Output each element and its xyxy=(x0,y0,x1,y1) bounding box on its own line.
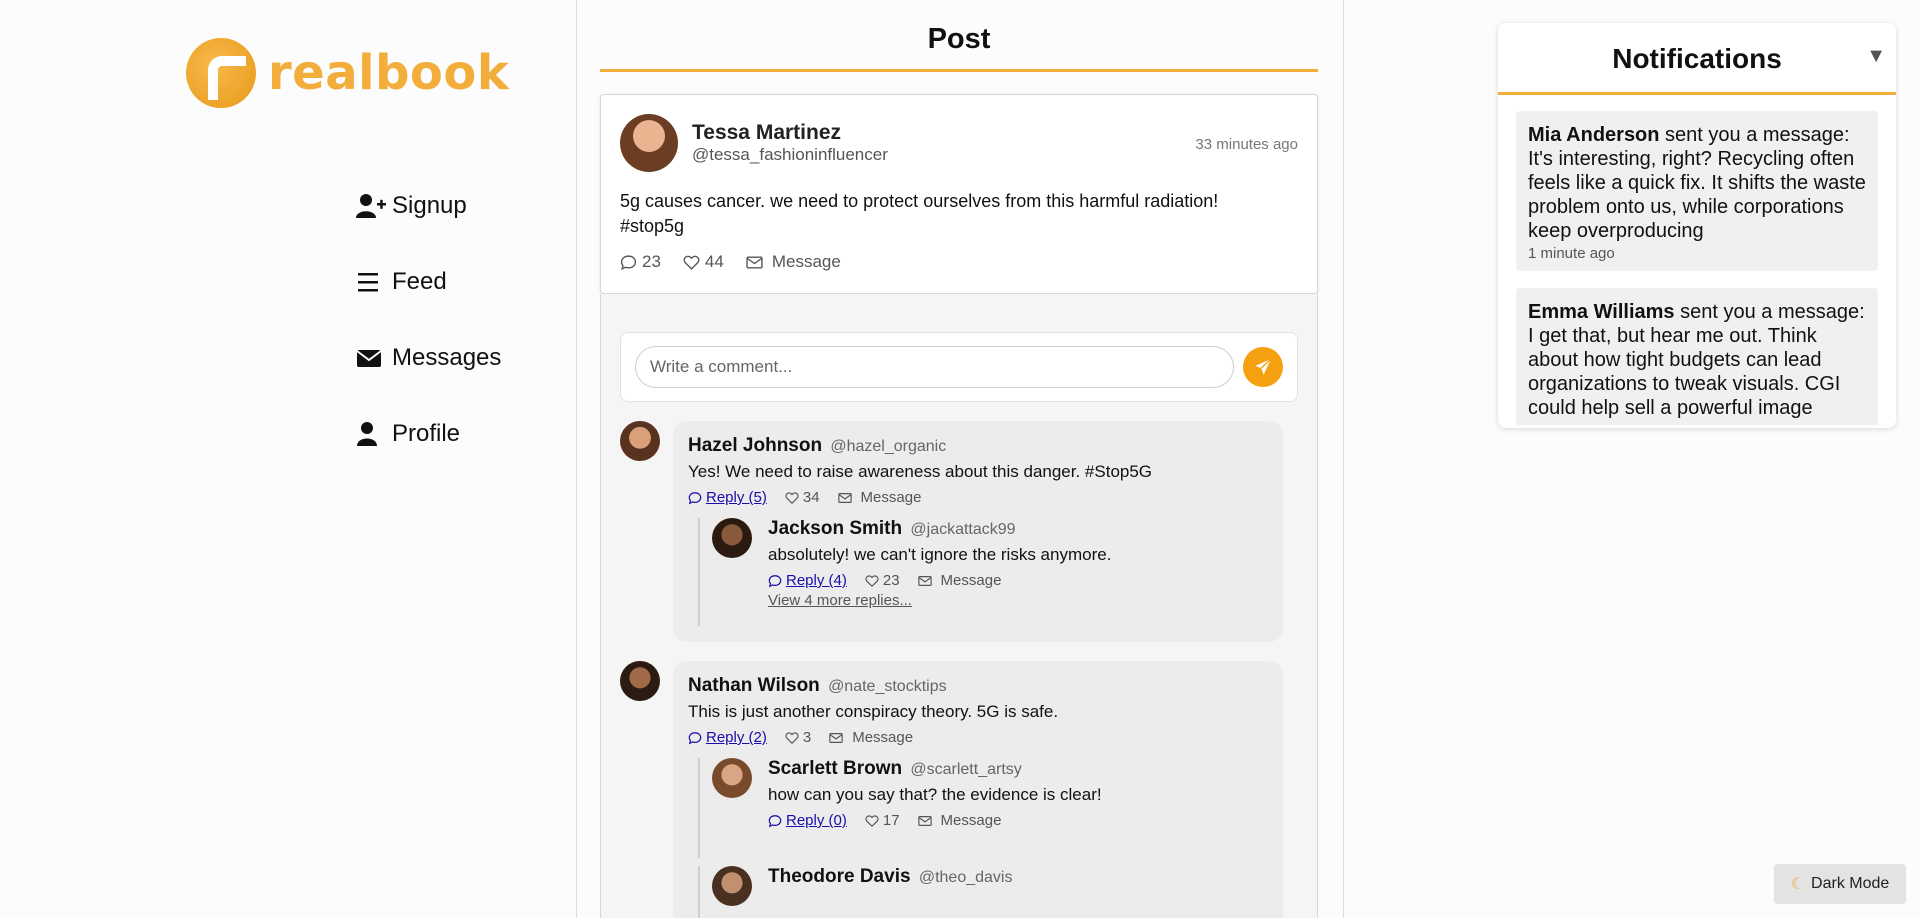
nav-label-messages: Messages xyxy=(392,344,502,371)
post-timestamp: 33 minutes ago xyxy=(1195,136,1298,153)
comment-thread xyxy=(620,661,1298,918)
left-sidebar xyxy=(0,0,576,918)
notification-sender: Mia Anderson xyxy=(1528,124,1660,146)
reply-text: how can you say that? the evidence is clear! xyxy=(768,785,1102,804)
nested-reply xyxy=(698,758,1268,858)
nav-item-signup[interactable] xyxy=(356,168,501,244)
comment-message-label: Message xyxy=(860,489,922,506)
post-author-name[interactable]: Tessa Martinez xyxy=(692,121,841,144)
post-comment-button[interactable] xyxy=(620,252,661,272)
notification-text: It's interesting, right? Recycling often feels like a quick fix. It shifts the waste problem onto us, while corporations keep overproducing xyxy=(1528,148,1866,242)
comment-icon xyxy=(688,731,702,745)
reply-author-handle: @theo_davis xyxy=(918,869,1013,886)
comment-like-count: 3 xyxy=(802,729,812,746)
comment-message-button[interactable] xyxy=(829,729,913,746)
nav-label-profile: Profile xyxy=(392,420,461,447)
reply-author-handle: @jackattack99 xyxy=(910,521,1016,538)
comment-message-button[interactable] xyxy=(838,489,922,506)
comment-author-handle: @hazel_organic xyxy=(830,438,947,455)
notification-text: I get that, but hear me out. Think about how tight budgets can lead organizations to tweak visuals. CGI could help sell a powerful image xyxy=(1528,325,1841,419)
comment-actions xyxy=(688,729,1268,746)
heart-icon xyxy=(683,254,700,271)
comment-text: Yes! We need to raise awareness about this danger. #Stop5G xyxy=(688,462,1153,481)
reply-avatar[interactable] xyxy=(712,758,752,798)
reply-author-name[interactable]: Scarlett Brown xyxy=(768,758,903,779)
comments-section xyxy=(600,294,1318,918)
title-underline xyxy=(600,69,1318,72)
view-more-replies-link[interactable]: View 4 more replies... xyxy=(768,592,912,609)
comment-text: This is just another conspiracy theory. 5G is safe. xyxy=(688,702,1059,721)
nested-reply xyxy=(698,866,1268,918)
collapse-toggle-icon[interactable]: ▼ xyxy=(1866,45,1886,67)
brand-name: realbook xyxy=(268,45,510,101)
comment-icon xyxy=(768,814,782,828)
comment-author-name[interactable]: Nathan Wilson xyxy=(688,675,820,696)
post-body: 5g causes cancer. we need to protect ourselves from this harmful radiation! #stop5g xyxy=(620,191,1219,236)
envelope-outline-icon xyxy=(746,254,763,271)
notification-action: sent you a message: xyxy=(1659,124,1850,146)
comment-thread xyxy=(620,421,1298,642)
reply-avatar[interactable] xyxy=(712,866,752,906)
notification-action: sent you a message: xyxy=(1674,301,1865,323)
reply-like-count: 17 xyxy=(882,812,900,829)
reply-avatar[interactable] xyxy=(712,518,752,558)
user-plus-icon xyxy=(356,193,386,219)
reply-actions xyxy=(768,812,1268,829)
notifications-panel xyxy=(1498,23,1896,428)
reply-author-handle: @scarlett_artsy xyxy=(910,761,1022,778)
envelope-outline-icon xyxy=(918,574,932,588)
comment-author-handle: @nate_stocktips xyxy=(828,678,947,695)
notification-item[interactable] xyxy=(1516,288,1878,425)
heart-icon xyxy=(865,814,879,828)
envelope-outline-icon xyxy=(918,814,932,828)
comment-icon xyxy=(620,254,637,271)
dark-mode-toggle[interactable] xyxy=(1774,864,1906,904)
nested-reply xyxy=(698,518,1268,626)
post-author-avatar[interactable] xyxy=(620,114,678,172)
comment-actions xyxy=(688,489,1268,506)
post-message-button[interactable] xyxy=(746,252,841,272)
post-author-handle: @tessa_fashioninfluencer xyxy=(692,145,888,164)
logo-icon xyxy=(186,38,256,108)
reply-message-label: Message xyxy=(940,572,1002,589)
post-like-count: 44 xyxy=(704,252,724,271)
post-comment-count: 23 xyxy=(642,252,661,271)
comment-bubble xyxy=(673,661,1283,918)
comment-like-button[interactable] xyxy=(785,489,820,506)
nav-item-messages[interactable] xyxy=(356,320,501,396)
post-card xyxy=(600,94,1318,294)
nav-label-feed: Feed xyxy=(392,268,447,295)
comment-composer xyxy=(620,332,1298,402)
comment-input[interactable] xyxy=(635,346,1234,388)
reply-message-label: Message xyxy=(940,812,1002,829)
comment-avatar[interactable] xyxy=(620,661,660,701)
reply-message-button[interactable] xyxy=(918,812,1002,829)
notifications-list xyxy=(1498,95,1896,425)
reply-button[interactable] xyxy=(688,729,767,746)
reply-button[interactable] xyxy=(688,489,767,506)
reply-button[interactable] xyxy=(768,812,847,829)
notification-sender: Emma Williams xyxy=(1528,301,1675,323)
comment-like-count: 34 xyxy=(802,489,820,506)
comment-avatar[interactable] xyxy=(620,421,660,461)
reply-text: absolutely! we can't ignore the risks anymore. xyxy=(768,545,1112,564)
reply-label: Reply (5) xyxy=(706,489,767,506)
nav-item-feed[interactable] xyxy=(356,244,501,320)
reply-button[interactable] xyxy=(768,572,847,589)
menu-icon xyxy=(356,269,386,295)
notifications-title: Notifications xyxy=(1612,43,1782,74)
comment-author-name[interactable]: Hazel Johnson xyxy=(688,435,823,456)
notification-time: 1 minute ago xyxy=(1528,245,1615,262)
heart-icon xyxy=(785,491,799,505)
user-icon xyxy=(356,421,386,447)
reply-label: Reply (2) xyxy=(706,729,767,746)
reply-label: Reply (4) xyxy=(786,572,847,589)
post-actions xyxy=(620,252,863,272)
post-like-button[interactable] xyxy=(683,252,724,272)
comment-like-button[interactable] xyxy=(785,729,811,746)
nav-item-profile[interactable] xyxy=(356,396,501,472)
heart-icon xyxy=(865,574,879,588)
comment-message-label: Message xyxy=(852,729,914,746)
notification-item[interactable] xyxy=(1516,111,1878,271)
comment-icon xyxy=(768,574,782,588)
nav-label-signup: Signup xyxy=(392,192,467,219)
post-message-label: Message xyxy=(771,252,841,271)
reply-like-button[interactable] xyxy=(865,572,900,589)
envelope-icon xyxy=(356,345,386,371)
send-comment-button[interactable] xyxy=(1243,347,1283,387)
envelope-outline-icon xyxy=(838,491,852,505)
send-icon xyxy=(1254,358,1272,376)
heart-icon xyxy=(785,731,799,745)
notifications-header xyxy=(1498,23,1896,95)
brand-logo[interactable] xyxy=(186,38,509,108)
reply-author-name[interactable]: Jackson Smith xyxy=(768,518,903,539)
right-divider xyxy=(1343,0,1344,918)
reply-author-name[interactable]: Theodore Davis xyxy=(768,866,911,887)
reply-message-button[interactable] xyxy=(918,572,1002,589)
reply-like-button[interactable] xyxy=(865,812,900,829)
moon-icon: ☾ xyxy=(1790,876,1806,893)
post-page xyxy=(600,0,1318,918)
reply-like-count: 23 xyxy=(882,572,900,589)
comment-bubble xyxy=(673,421,1283,642)
left-divider xyxy=(576,0,577,918)
reply-actions xyxy=(768,572,1268,589)
page-title: Post xyxy=(927,23,991,55)
reply-label: Reply (0) xyxy=(786,812,847,829)
main-nav xyxy=(356,168,501,472)
comment-icon xyxy=(688,491,702,505)
dark-mode-label: Dark Mode xyxy=(1811,875,1890,892)
envelope-outline-icon xyxy=(829,731,843,745)
